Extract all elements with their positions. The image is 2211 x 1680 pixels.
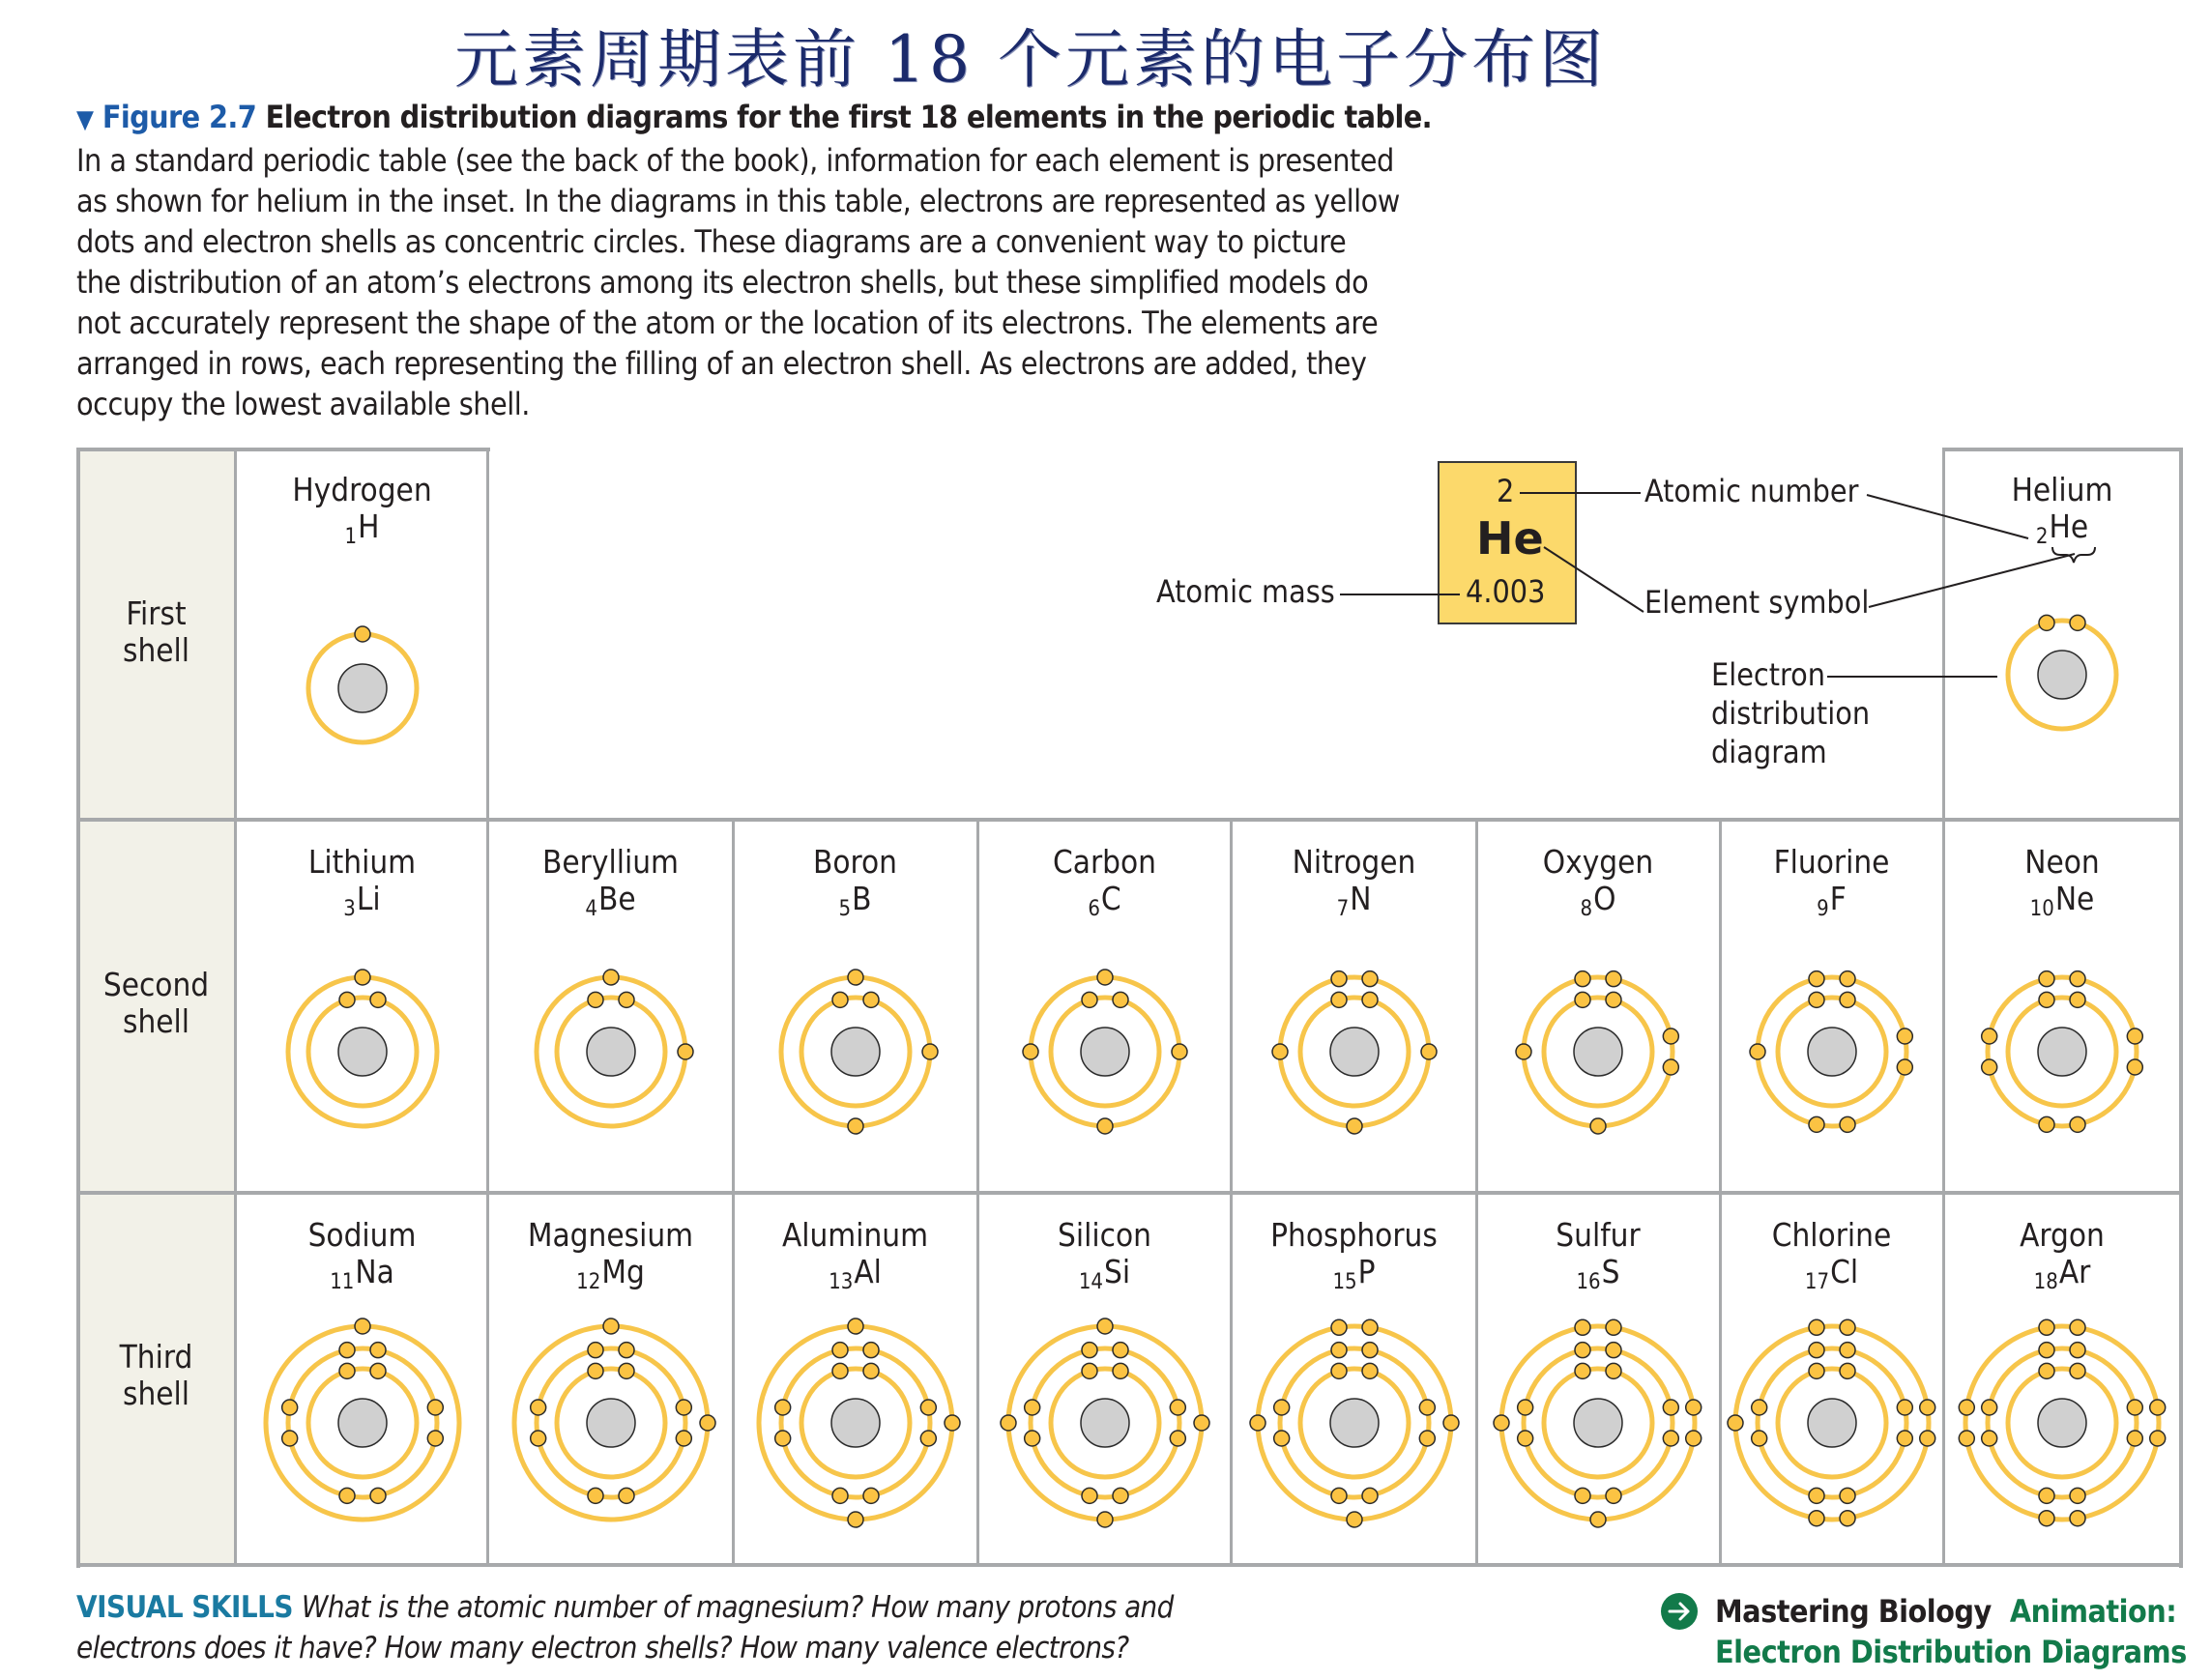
element-symbol <box>1943 1254 2181 1301</box>
atomic-number: 7 <box>1336 897 1350 921</box>
electron-dot <box>1606 1343 1621 1358</box>
atomic-number: 13 <box>829 1270 854 1294</box>
electron-dot <box>2070 615 2085 630</box>
inset-element-symbol: He <box>1476 512 1544 565</box>
electron-dot <box>1809 1343 1824 1358</box>
symbol: Li <box>356 880 381 917</box>
electron-dot <box>676 1431 691 1446</box>
electron-dot <box>1113 1488 1128 1503</box>
mastering-brand: Mastering Biology <box>1715 1593 1992 1630</box>
electron-dot <box>1840 1319 1855 1335</box>
electron-dot <box>427 1400 443 1415</box>
electron-dot <box>1097 1512 1113 1527</box>
electron-dot <box>1362 1343 1378 1358</box>
electron-dot <box>1959 1431 1974 1446</box>
caption-line: dots and electron shells as concentric circles. These diagrams are a convenient way to picture <box>76 223 1347 260</box>
electron-dot <box>1113 1343 1128 1358</box>
electron-dot <box>282 1400 298 1415</box>
symbol: Be <box>597 880 636 917</box>
label-atomic-number: Atomic number <box>1644 473 1859 509</box>
element-symbol <box>1720 1254 1943 1301</box>
element-name: Magnesium <box>527 1216 694 1254</box>
atomic-number: 3 <box>343 897 356 921</box>
grid-line <box>1475 818 1478 1567</box>
electron-dot <box>1606 1319 1621 1335</box>
element-symbol <box>977 881 1232 928</box>
electron-dot <box>848 1512 863 1527</box>
electron-dot <box>1362 992 1378 1007</box>
grid-line <box>1230 818 1233 1567</box>
row-label-first-shell <box>76 595 236 669</box>
electron-dot <box>619 1488 634 1503</box>
electron-dot <box>1494 1415 1509 1431</box>
electron-dot <box>1331 1319 1347 1335</box>
grid-line <box>1943 448 2183 451</box>
element-symbol <box>236 1254 488 1301</box>
electron-dot <box>920 1400 936 1415</box>
electron-dot <box>2070 992 2085 1007</box>
electron-dot <box>603 970 619 985</box>
electron-dot <box>619 1363 634 1378</box>
symbol: Si <box>1104 1253 1131 1290</box>
electron-dot <box>1809 1488 1824 1503</box>
electron-dot <box>1606 1488 1621 1503</box>
electron-dot <box>1170 1400 1185 1415</box>
symbol: Ne <box>2054 880 2095 917</box>
row-label-line: Second <box>102 966 210 1003</box>
symbol: Ar <box>2058 1253 2091 1290</box>
electron-dot <box>2150 1431 2166 1446</box>
electron-dot <box>1750 1044 1765 1059</box>
electron-dot <box>2127 1431 2142 1446</box>
symbol: S <box>1601 1253 1620 1290</box>
electron-dot <box>339 1488 355 1503</box>
atomic-number: 10 <box>2029 897 2054 921</box>
electron-dot <box>2039 1319 2054 1335</box>
electron-dot <box>1809 1511 1824 1526</box>
electron-dot <box>2039 971 2054 987</box>
element-symbol <box>236 508 488 556</box>
electron-dot <box>1082 1343 1097 1358</box>
electron-dot <box>1575 1319 1590 1335</box>
electron-dot <box>1840 1488 1855 1503</box>
electron-dot <box>339 992 355 1007</box>
element-name: Hydrogen <box>292 471 432 508</box>
electron-dot <box>370 1343 386 1358</box>
electron-dot <box>1421 1044 1437 1059</box>
electron-dot <box>1809 971 1824 987</box>
electron-dot <box>1575 971 1590 987</box>
symbol: C <box>1100 880 1121 917</box>
electron-dot <box>1516 1044 1531 1059</box>
symbol: P <box>1357 1253 1376 1290</box>
electron-dot <box>1023 1044 1038 1059</box>
symbol: F <box>1829 880 1847 917</box>
electron-dot <box>2070 1343 2085 1358</box>
atomic-number: 8 <box>1580 897 1593 921</box>
electron-dot <box>1172 1044 1187 1059</box>
symbol: H <box>358 507 380 545</box>
electron-dot <box>1663 1028 1678 1044</box>
grid-line <box>76 448 80 1568</box>
atomic-number: 18 <box>2033 1270 2058 1294</box>
electron-dot <box>863 992 879 1007</box>
row-label-line: First <box>126 594 187 632</box>
electron-dot <box>619 992 634 1007</box>
electron-dot <box>1809 1363 1824 1378</box>
visual-skills-question: electrons does it have? How many electron shells? How many valence electrons? <box>76 1631 1129 1666</box>
label-element-symbol: Element symbol <box>1644 584 1870 621</box>
label-line: distribution <box>1711 695 1871 732</box>
element-symbol <box>1720 881 1943 928</box>
electron-dot <box>1897 1431 1912 1446</box>
electron-dot <box>370 1488 386 1503</box>
electron-dot <box>1840 992 1855 1007</box>
electron-dot <box>2070 1488 2085 1503</box>
element-name: Neon <box>2024 843 2100 881</box>
element-name: Silicon <box>1058 1216 1151 1254</box>
atomic-number: 11 <box>330 1270 355 1294</box>
electron-dot <box>1097 970 1113 985</box>
electron-dot <box>370 1363 386 1378</box>
electron-dot <box>1752 1431 1767 1446</box>
grid-line <box>1942 448 1945 1567</box>
electron-dot <box>1274 1431 1290 1446</box>
element-symbol <box>1476 881 1720 928</box>
electron-dot <box>2150 1400 2166 1415</box>
electron-dot <box>678 1044 693 1059</box>
electron-dot <box>775 1431 791 1446</box>
electron-dot <box>1362 971 1378 987</box>
element-name: Beryllium <box>542 843 679 881</box>
electron-dot <box>531 1431 546 1446</box>
symbol: N <box>1350 880 1372 917</box>
caption-line: In a standard periodic table (see the back of the book), information for each element is presented <box>76 142 1394 179</box>
element-symbol <box>977 1254 1232 1301</box>
electron-dot <box>1331 992 1347 1007</box>
electron-dot <box>1920 1400 1935 1415</box>
element-symbol <box>1943 508 2181 556</box>
electron-dot <box>2070 971 2085 987</box>
electron-dot <box>945 1415 960 1431</box>
atomic-number: 9 <box>1817 897 1829 921</box>
electron-dot <box>2070 1116 2085 1132</box>
figure-heading <box>76 97 1546 140</box>
grid-line <box>1719 818 1722 1567</box>
electron-dot <box>676 1400 691 1415</box>
row-label-second-shell <box>76 967 236 1040</box>
electron-dot <box>2039 615 2054 630</box>
atomic-number: 17 <box>1804 1270 1830 1294</box>
animation-title[interactable]: Electron Distribution Diagrams <box>1715 1634 2187 1670</box>
electron-dot <box>1250 1415 1266 1431</box>
atomic-number: 5 <box>838 897 852 921</box>
atomic-number: 4 <box>585 897 597 921</box>
electron-dot <box>619 1343 634 1358</box>
visual-skills-heading: VISUAL SKILLS <box>76 1590 293 1625</box>
electron-dot <box>1920 1431 1935 1446</box>
row-label-third-shell <box>76 1339 236 1412</box>
electron-dot <box>1897 1059 1912 1075</box>
element-name: Sulfur <box>1556 1216 1641 1254</box>
electron-dot <box>2039 1116 2054 1132</box>
electron-dot <box>1809 1319 1824 1335</box>
caption-line: occupy the lowest available shell. <box>76 386 530 422</box>
electron-dot <box>1752 1400 1767 1415</box>
figure-caption <box>76 97 1546 424</box>
electron-dot <box>531 1400 546 1415</box>
electron-dot <box>1194 1415 1209 1431</box>
atomic-number: 6 <box>1088 897 1100 921</box>
electron-dot <box>2039 1511 2054 1526</box>
mastering-biology-link[interactable] <box>1661 1591 2202 1672</box>
electron-dot <box>1897 1028 1912 1044</box>
electron-dot <box>1686 1400 1702 1415</box>
element-symbol <box>1476 1254 1720 1301</box>
electron-dot <box>2039 992 2054 1007</box>
electron-dot <box>1272 1044 1288 1059</box>
electron-dot <box>355 970 370 985</box>
electron-dot <box>1082 992 1097 1007</box>
element-name: Phosphorus <box>1270 1216 1438 1254</box>
electron-dot <box>1606 992 1621 1007</box>
electron-dot <box>1575 992 1590 1007</box>
electron-dot <box>922 1044 938 1059</box>
electron-dot <box>339 1363 355 1378</box>
electron-dot <box>1518 1400 1533 1415</box>
inset-atomic-mass: 4.003 <box>1466 573 1546 610</box>
electron-dot <box>1575 1488 1590 1503</box>
electron-dot <box>1663 1431 1678 1446</box>
electron-dot <box>775 1400 791 1415</box>
electron-dot <box>588 1363 603 1378</box>
electron-dot <box>1001 1415 1016 1431</box>
electron-dot <box>1982 1059 1997 1075</box>
caption-line: the distribution of an atom’s electrons among its electron shells, but these simplified models do <box>76 264 1369 301</box>
element-name: Helium <box>2011 471 2113 508</box>
electron-dot <box>2127 1028 2142 1044</box>
electron-dot <box>1331 971 1347 987</box>
electron-dot <box>1170 1431 1185 1446</box>
element-symbol <box>733 1254 977 1301</box>
electron-dot <box>2070 1319 2085 1335</box>
electron-dot <box>848 1318 863 1334</box>
grid-line <box>732 818 735 1567</box>
electron-dot <box>1897 1400 1912 1415</box>
caption-line: not accurately represent the shape of the atom or the location of its electrons. The elements are <box>76 304 1379 341</box>
atomic-number: 2 <box>2035 525 2049 549</box>
electron-dot <box>1025 1400 1040 1415</box>
electron-dot <box>1274 1400 1290 1415</box>
grid-line <box>76 818 2183 822</box>
electron-dot <box>1331 1363 1347 1378</box>
electron-dot <box>1840 1511 1855 1526</box>
atomic-number: 14 <box>1078 1270 1104 1294</box>
electron-dot <box>588 1343 603 1358</box>
electron-dot <box>1590 1512 1606 1527</box>
electron-dot <box>848 1118 863 1134</box>
electron-dot <box>1663 1400 1678 1415</box>
electron-dot <box>588 992 603 1007</box>
element-symbol <box>236 881 488 928</box>
electron-dot <box>2070 1363 2085 1378</box>
electron-dot <box>832 992 848 1007</box>
animation-label: Animation: <box>2009 1593 2177 1630</box>
visual-skills-question: What is the atomic number of magnesium? How many protons and <box>301 1590 1174 1625</box>
electron-dot <box>832 1363 848 1378</box>
electron-dot <box>2039 1343 2054 1358</box>
grid-line <box>234 448 237 1567</box>
electron-dot <box>2070 1511 2085 1526</box>
electron-dot <box>1097 1318 1113 1334</box>
grid-line <box>76 1191 2183 1195</box>
electron-dot <box>1347 1118 1362 1134</box>
electron-dot <box>1809 1116 1824 1132</box>
grid-line <box>76 1563 2183 1567</box>
electron-dot <box>1840 1116 1855 1132</box>
electron-dot <box>1590 1118 1606 1134</box>
electron-dot <box>1840 1343 1855 1358</box>
label-line: Electron <box>1711 656 1825 693</box>
electron-dot <box>1686 1431 1702 1446</box>
electron-dot <box>1575 1343 1590 1358</box>
row-label-line: shell <box>122 1002 190 1040</box>
grid-line <box>486 448 489 1567</box>
electron-dot <box>1840 971 1855 987</box>
atomic-number: 16 <box>1576 1270 1601 1294</box>
electron-dot <box>700 1415 715 1431</box>
electron-dot <box>832 1488 848 1503</box>
electron-dot <box>603 1318 619 1334</box>
electron-dot <box>2039 1363 2054 1378</box>
label-line: diagram <box>1711 734 1827 770</box>
electron-dot <box>1362 1319 1378 1335</box>
electron-dot <box>1362 1363 1378 1378</box>
element-name: Chlorine <box>1771 1216 1892 1254</box>
electron-dot <box>1362 1488 1378 1503</box>
element-symbol <box>733 881 977 928</box>
label-electron-distribution-diagram <box>1711 655 1870 771</box>
electron-dot <box>1982 1028 1997 1044</box>
electron-dot <box>282 1431 298 1446</box>
electron-dot <box>1606 971 1621 987</box>
symbol: Cl <box>1830 1253 1859 1290</box>
electron-dot <box>427 1431 443 1446</box>
electron-dot <box>1113 1363 1128 1378</box>
electron-dot <box>1331 1343 1347 1358</box>
electron-dot <box>355 1318 370 1334</box>
atomic-number: 15 <box>1332 1270 1357 1294</box>
caption-line: as shown for helium in the inset. In the diagrams in this table, electrons are represented as yellow <box>76 183 1400 219</box>
visual-skills <box>76 1587 1333 1668</box>
element-name: Fluorine <box>1773 843 1890 881</box>
electron-dot <box>1097 1118 1113 1134</box>
grid-line <box>76 448 490 451</box>
electron-dot <box>2127 1059 2142 1075</box>
element-name: Carbon <box>1053 843 1156 881</box>
label-atomic-mass: Atomic mass <box>1156 573 1335 610</box>
row-label-line: shell <box>122 631 190 669</box>
electron-dot <box>1113 992 1128 1007</box>
element-symbol <box>1943 881 2181 928</box>
element-symbol <box>488 1254 733 1301</box>
electron-dot <box>1575 1363 1590 1378</box>
element-name: Nitrogen <box>1292 843 1416 881</box>
page-title: 元素周期表前 18 个元素的电子分布图 <box>454 22 1607 97</box>
atomic-number: 1 <box>344 525 358 549</box>
element-name: Sodium <box>307 1216 417 1254</box>
element-symbol <box>1232 1254 1476 1301</box>
electron-dot <box>1959 1400 1974 1415</box>
electron-dot <box>1518 1431 1533 1446</box>
grid-line <box>2179 448 2183 1568</box>
element-symbol <box>488 881 733 928</box>
symbol: Mg <box>601 1253 645 1290</box>
electron-dot <box>370 992 386 1007</box>
element-symbol <box>1232 881 1476 928</box>
symbol: He <box>2049 507 2089 545</box>
electron-dot <box>1606 1363 1621 1378</box>
electron-dot <box>1082 1363 1097 1378</box>
triangle-marker-icon: ▼ <box>76 105 94 134</box>
electron-dot <box>1663 1059 1678 1075</box>
electron-dot <box>588 1488 603 1503</box>
atomic-number: 12 <box>576 1270 601 1294</box>
electron-dot <box>1419 1400 1435 1415</box>
symbol: B <box>852 880 872 917</box>
row-label-line: shell <box>122 1375 190 1412</box>
electron-dot <box>863 1488 879 1503</box>
electron-dot <box>1809 992 1824 1007</box>
electron-dot <box>355 626 370 642</box>
electron-dot <box>1082 1488 1097 1503</box>
element-name: Oxygen <box>1542 843 1654 881</box>
figure-number: Figure 2.7 <box>102 99 257 135</box>
electron-dot <box>1025 1431 1040 1446</box>
electron-dot <box>1728 1415 1743 1431</box>
element-name: Lithium <box>307 843 417 881</box>
electron-dot <box>863 1363 879 1378</box>
electron-dot <box>2039 1488 2054 1503</box>
electron-dot <box>1982 1400 1997 1415</box>
electron-dot <box>920 1431 936 1446</box>
element-name: Argon <box>2020 1216 2105 1254</box>
electron-dot <box>1419 1431 1435 1446</box>
electron-dot <box>1443 1415 1459 1431</box>
element-name: Boron <box>813 843 897 881</box>
electron-dot <box>1347 1512 1362 1527</box>
grid-line <box>976 818 979 1567</box>
electron-dot <box>1840 1363 1855 1378</box>
electron-dot <box>832 1343 848 1358</box>
electron-dot <box>848 970 863 985</box>
electron-dot <box>1982 1431 1997 1446</box>
element-name: Aluminum <box>781 1216 929 1254</box>
electron-dot <box>863 1343 879 1358</box>
inset-atomic-number: 2 <box>1497 473 1515 509</box>
row-label-line: Third <box>119 1338 193 1376</box>
electron-dot <box>1331 1488 1347 1503</box>
electron-dot <box>2127 1400 2142 1415</box>
symbol: Na <box>355 1253 394 1290</box>
symbol: Al <box>854 1253 882 1290</box>
electron-dot <box>339 1343 355 1358</box>
figure-heading-text: Electron distribution diagrams for the first 18 elements in the periodic table. <box>265 99 1433 135</box>
symbol: O <box>1593 880 1616 917</box>
caption-line: arranged in rows, each representing the filling of an electron shell. As electrons are added, they <box>76 345 1367 382</box>
